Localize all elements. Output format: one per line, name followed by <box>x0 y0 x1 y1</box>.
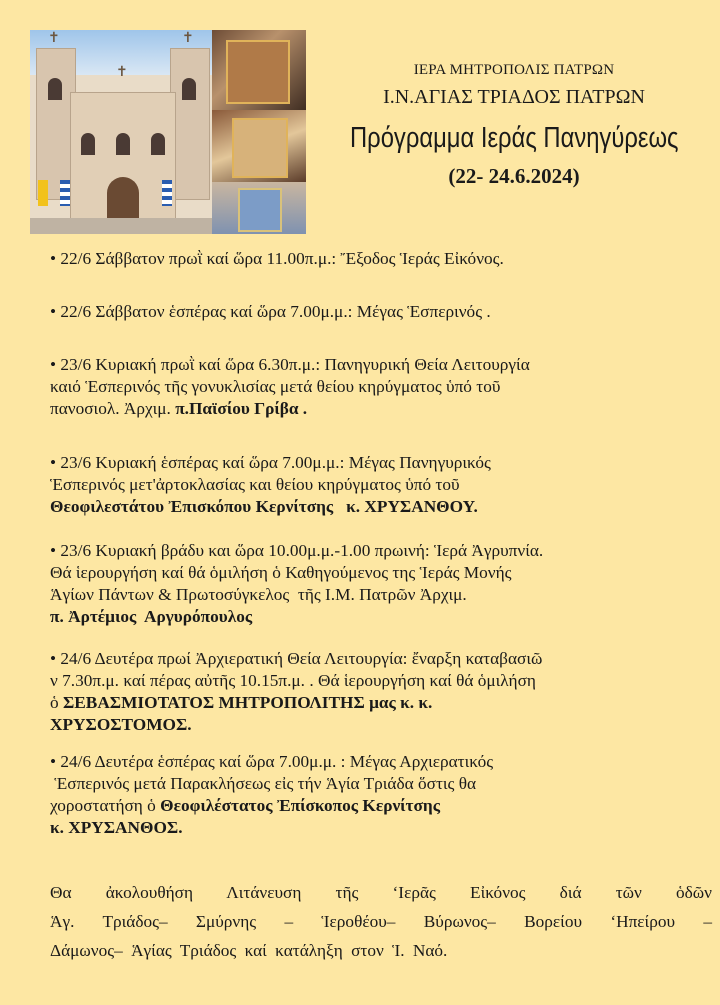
metropolitan-title: ΣΕΒΑΣΜΙΟΤΑΤΟΣ ΜΗΤΡΟΠΟΛΙΤΗΣ μας κ. κ. <box>62 693 433 712</box>
metropolitan-name: ΧΡΥΣΟΣΤΟΜΟΣ. <box>50 715 192 734</box>
bishop-name-final: κ. ΧΡΥΣΑΝΘΟΣ. <box>50 818 183 837</box>
schedule-item: • 22/6 Σάββατον ἑσπέρας καί ὥρα 7.00μ.μ.: Μέγας Ἑσπερινός . <box>50 302 491 321</box>
schedule-item: • 22/6 Σάββατον πρωῒ καί ὥρα 11.00π.μ.: Ἔξοδος Ἱεράς Εἰκόνος. <box>50 249 504 268</box>
procession-note: Θα ἀκολουθήση Λιτάνευση τῆς ‘Ιερᾶς Εἰκόνος διά τῶν ὁδῶν Ἁγ. Τριάδος– Σμύρνης – Ἱεροθέου– Βύρωνος– Βορείου ‘Ηπείρου – Δάμωνος– Ἁγίας Τριάδος καί κατάληξη στον Ἱ. Ναό. <box>50 883 712 960</box>
schedule-item: • 23/6 Κυριακή βράδυ και ὥρα 10.00μ.μ.-1.00 πρωινή: Ἱερά Ἀγρυπνία. Θά ἱερουργήση καί θά ὁμιλήση ὁ Καθηγούμενος της Ἱεράς Μονής Ἁγίων Πάντων & Πρωτοσύγκελος τῆς Ι.Μ. Πατρῶν Ἀρχιμ. π. Ἀρτέμιος Αργυρόπουλος <box>50 541 544 626</box>
page-title: Πρόγραμμα Ιεράς Πανηγύρεως <box>350 122 679 154</box>
icon-photo-bottom <box>212 182 306 234</box>
abbot-name: π. Ἀρτέμιος Αργυρόπουλος <box>50 607 253 626</box>
church-photo-collage <box>30 30 306 234</box>
celebrant-name: π.Παϊσίου Γρίβα . <box>175 399 308 418</box>
schedule-item: • 24/6 Δευτέρα πρωί Ἀρχιερατική Θεία Λειτουργία: ἔναρξη καταβασιῶ ν 7.30π.μ. καί πέρας αὐτῆς 10.15π.μ. . Θά ἱερουργήση καί θά ὁμιλήση ὁ ΣΕΒΑΣΜΙΟΤΑΤΟΣ ΜΗΤΡΟΠΟΛΙΤΗΣ μας κ. κ. ΧΡΥΣΟΣΤΟΜΟΣ. <box>50 649 543 734</box>
church-facade-photo: ✝ ✝ ✝ <box>30 30 212 234</box>
icon-photo-middle <box>212 110 306 182</box>
date-range: (22- 24.6.2024) <box>448 164 580 188</box>
metropolis-heading: ΙΕΡΑ ΜΗΤΡΟΠΟΛΙΣ ΠΑΤΡΩΝ <box>413 62 615 78</box>
schedule-item: • 23/6 Κυριακή πρωῒ καί ὥρα 6.30π.μ.: Πανηγυρική Θεία Λειτουργία καιό Ἑσπερινός τῆς γονυκλισίας μετά θείου κηρύγματος ὑπό τοῦ πανοσιολ. Ἀρχιμ. π.Παϊσίου Γρίβα . <box>50 355 530 418</box>
icon-photo-top <box>212 30 306 110</box>
bishop-title: Θεοφιλέστατος Ἐπίσκοπος Κερνίτσης <box>160 796 440 815</box>
schedule-item: • 24/6 Δευτέρα ἑσπέρας καί ὥρα 7.00μ.μ. : Μέγας Αρχιερατικός Ἑσπερινός μετά Παρακλήσεως εἰς τήν Ἁγία Τριάδα ὅστις θα χοροστατήση ὁ Θεοφιλέστατος Ἐπίσκοπος Κερνίτσης κ. ΧΡΥΣΑΝΘΟΣ. <box>50 752 494 837</box>
bishop-name: Θεοφιλεστάτου Ἐπισκόπου Κερνίτσης κ. ΧΡΥΣΑΝΘΟΥ. <box>50 497 478 516</box>
church-heading: Ι.Ν.ΑΓΙΑΣ ΤΡΙΑΔΟΣ ΠΑΤΡΩΝ <box>383 86 645 108</box>
schedule-item: • 23/6 Κυριακή ἑσπέρας καί ὥρα 7.00μ.μ.: Μέγας Πανηγυρικός Ἑσπερινός μετ'ἀρτοκλασίας και θείου κηρύγματος ὑπό τοῦ Θεοφιλεστάτου Ἐπισκόπου Κερνίτσης κ. ΧΡΥΣΑΝΘΟΥ. <box>50 453 491 516</box>
